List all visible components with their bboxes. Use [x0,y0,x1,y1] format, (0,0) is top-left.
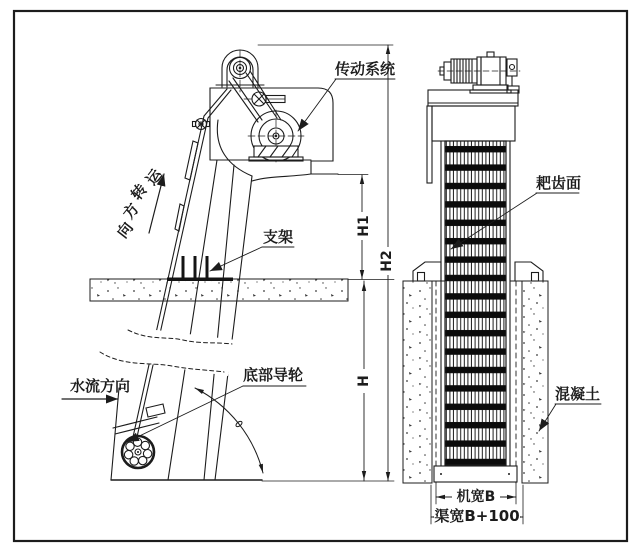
dimension-h1: H1 [356,212,372,240]
dimension-h2: H2 [379,247,395,275]
support-label: 支架 [263,228,294,246]
dimension-machine-width: 机宽B [452,489,500,505]
concrete-label: 混凝土 [555,385,601,403]
bottom-guide-wheel-label: 底部导轮 [243,366,304,384]
rake-face-label: 耙齿面 [536,174,582,192]
drive-system-label: 传动系统 [335,60,396,78]
dimension-channel-width: 渠宽B+100 [434,507,520,525]
water-flow-direction-label: 水流方向 [70,377,131,395]
dimension-h: H [356,369,372,393]
labels-layer: 运 转 方 向 传动系统 支架 水流方向 底部导轮 耙齿面 混凝土 H1 H2 H 机宽B 渠宽B+100 [70,60,601,525]
